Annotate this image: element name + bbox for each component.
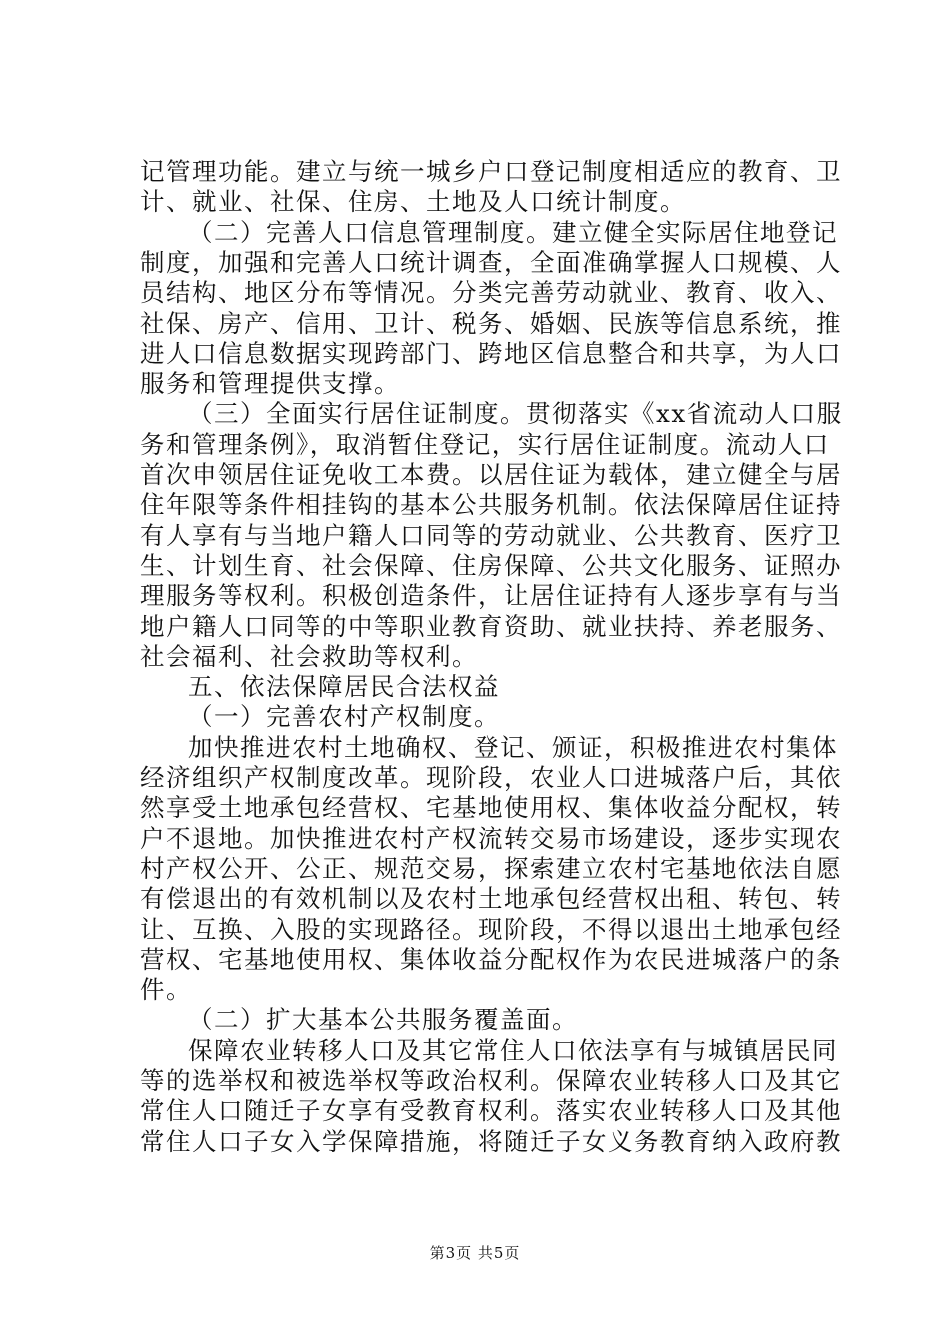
- text-line: 地户籍人口同等的中等职业教育资助、就业扶持、养老服务、: [140, 611, 842, 641]
- text-line: 然享受土地承包经营权、宅基地使用权、集体收益分配权，转: [140, 793, 842, 823]
- text-line: 进人口信息数据实现跨部门、跨地区信息整合和共享，为人口: [140, 338, 842, 368]
- text-line: 首次申领居住证免收工本费。以居住证为载体，建立健全与居: [140, 460, 842, 489]
- text-line: 社会福利、社会救助等权利。: [140, 641, 478, 671]
- text-line: 经济组织产权制度改革。现阶段，农业人口进城落户后，其依: [140, 763, 842, 792]
- text-line: （三）全面实行居住证制度。贯彻落实《xx省流动人口服: [188, 399, 843, 429]
- text-line: 件。: [140, 975, 192, 1005]
- text-line: 村产权公开、公正、规范交易，探索建立农村宅基地依法自愿: [140, 853, 842, 883]
- text-line: 加快推进农村土地确权、登记、颁证，积极推进农村集体: [188, 732, 838, 762]
- text-line: 住年限等条件相挂钩的基本公共服务机制。依法保障居住证持: [140, 490, 842, 520]
- section-heading: 五、依法保障居民合法权益: [188, 672, 500, 702]
- subsection-heading: （一）完善农村产权制度。: [188, 702, 500, 732]
- text-line: 员结构、地区分布等情况。分类完善劳动就业、教育、收入、: [140, 278, 842, 308]
- text-line: 有人享有与当地户籍人口同等的劳动就业、公共教育、医疗卫: [140, 520, 842, 550]
- text-line: 制度，加强和完善人口统计调查，全面准确掌握人口规模、人: [140, 247, 842, 277]
- text-line: 常住人口子女入学保障措施，将随迁子女义务教育纳入政府教: [140, 1126, 842, 1156]
- text-line: 记管理功能。建立与统一城乡户口登记制度相适应的教育、卫: [140, 157, 842, 186]
- subsection-heading: （二）扩大基本公共服务覆盖面。: [188, 1005, 578, 1035]
- text-line: 理服务等权利。积极创造条件，让居住证持有人逐步享有与当: [140, 581, 842, 611]
- text-line: 让、互换、入股的实现路径。现阶段，不得以退出土地承包经: [140, 914, 842, 944]
- text-line: 常住人口随迁子女享有受教育权利。落实农业转移人口及其他: [140, 1096, 842, 1126]
- text-line: （二）完善人口信息管理制度。建立健全实际居住地登记: [188, 217, 838, 247]
- text-line: 生、计划生育、社会保障、住房保障、公共文化服务、证照办: [140, 550, 842, 580]
- text-line: 保障农业转移人口及其它常住人口依法享有与城镇居民同: [188, 1035, 838, 1065]
- text-line: 社保、房产、信用、卫计、税务、婚姻、民族等信息系统，推: [140, 308, 842, 338]
- text-line: 计、就业、社保、住房、土地及人口统计制度。: [140, 187, 686, 217]
- text-line: 务和管理条例》，取消暂住登记，实行居住证制度。流动人口: [140, 429, 830, 459]
- text-line: 服务和管理提供支撑。: [140, 369, 400, 399]
- text-line: 营权、宅基地使用权、集体收益分配权作为农民进城落户的条: [140, 944, 842, 974]
- page-number-footer: 第3页 共5页: [429, 1244, 521, 1262]
- text-line: 有偿退出的有效机制以及农村土地承包经营权出租、转包、转: [140, 884, 842, 914]
- text-line: 等的选举权和被选举权等政治权利。保障农业转移人口及其它: [140, 1066, 842, 1095]
- text-line: 户不退地。加快推进农村产权流转交易市场建设，逐步实现农: [140, 823, 842, 853]
